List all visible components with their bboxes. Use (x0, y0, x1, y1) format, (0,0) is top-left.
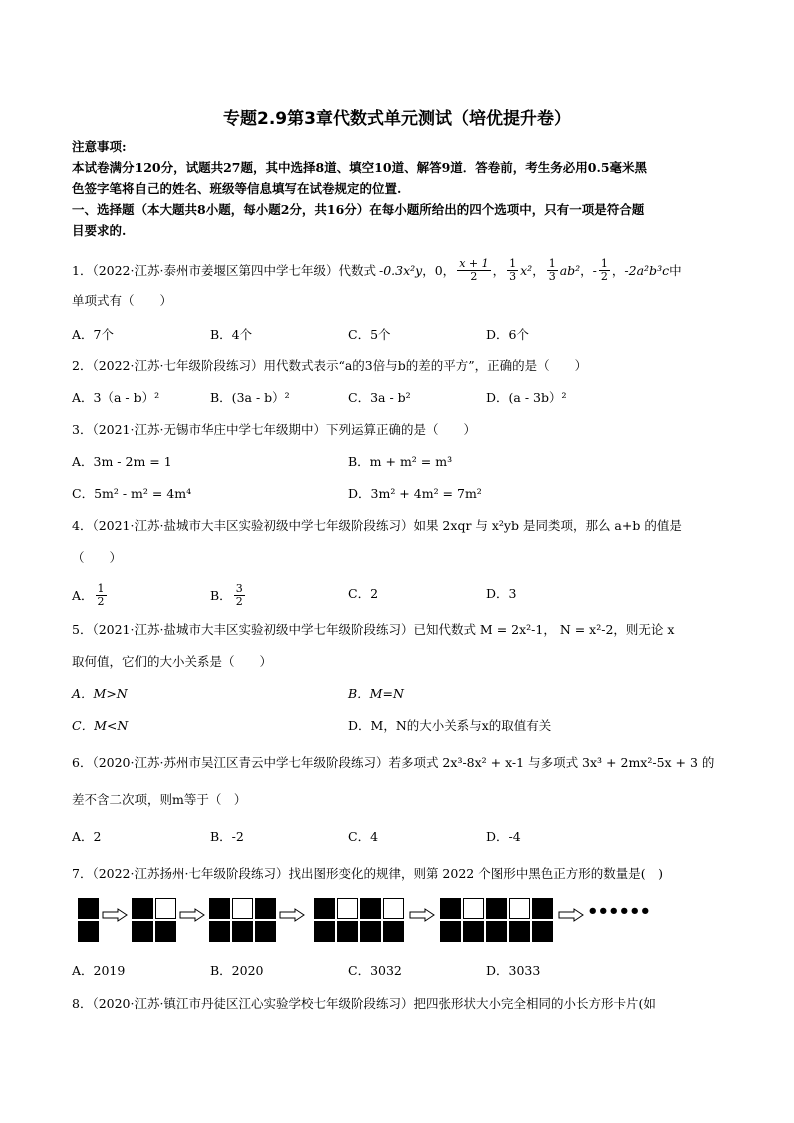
arrow-right-icon (558, 908, 584, 922)
black-square (232, 921, 253, 942)
q5-option-a[interactable]: A．M>N (72, 686, 128, 701)
white-square (155, 898, 176, 919)
q1-option-b[interactable]: B．4个 (210, 327, 253, 342)
expr-2: 0 (434, 262, 443, 278)
notes-line-1: 本试卷满分120分，试题共27题，其中选择8道、填空10道、解答9道．答卷前，考生务必用0.5毫米黑 (72, 160, 648, 175)
q5-option-b[interactable]: B．M=N (348, 686, 404, 701)
question-6-line-2: 差不含二次项，则m等于（ ） (72, 792, 247, 807)
q7-option-d[interactable]: D．3033 (486, 963, 541, 978)
expr-3-fraction: $\frac{x + 1}{2}$ (459, 257, 489, 283)
question-1-line-2: 单项式有（ ） (72, 293, 173, 308)
black-square (314, 898, 335, 919)
black-square (337, 921, 358, 942)
q7-option-a[interactable]: A．2019 (72, 963, 126, 978)
expr-6-fraction: $\frac{1}{2}$ (600, 257, 608, 283)
notes-heading: 注意事项: (72, 139, 127, 154)
section-heading-line-2: 目要求的. (72, 223, 127, 238)
black-square (463, 921, 484, 942)
question-1-stem: 1．（2022·江苏·泰州市姜堰区第四中学七年级）代数式 -0.3x²y ， 0 ， $\frac{x + 1}{2}$ ， $\frac{1}{3}$ x² ， $\frac{1}{3}$ ab² ，- $\frac{1}{2}$ ， -2a²b³c 中 (72, 257, 682, 283)
black-square (532, 921, 553, 942)
section-heading-line-1: 一、选择题（本大题共8小题，每小题2分，共16分）在每小题所给出的四个选项中，只有一项是符合题 (72, 202, 645, 217)
q4-option-d[interactable]: D．3 (486, 586, 517, 601)
black-square (209, 921, 230, 942)
expr-5-coefficient: $\frac{1}{3}$ (548, 257, 556, 283)
black-square (314, 921, 335, 942)
white-square (509, 898, 530, 919)
expr-5: ab² (559, 262, 581, 278)
white-square (383, 898, 404, 919)
q6-option-d[interactable]: D．-4 (486, 829, 521, 844)
q6-option-a[interactable]: A．2 (72, 829, 102, 844)
q5-option-c[interactable]: C．M<N (72, 718, 129, 733)
black-square (440, 921, 461, 942)
q3-option-b[interactable]: B．m + m² = m³ (348, 454, 453, 469)
black-square (132, 898, 153, 919)
black-square (155, 921, 176, 942)
expr-7: -2a²b³c (624, 262, 670, 278)
black-square (532, 898, 553, 919)
black-square (78, 921, 99, 942)
black-square (255, 921, 276, 942)
q3-option-a[interactable]: A．3m - 2m = 1 (72, 454, 172, 469)
black-square (360, 921, 381, 942)
q7-option-c[interactable]: C．3032 (348, 963, 402, 978)
q7-option-b[interactable]: B．2020 (210, 963, 264, 978)
white-square (463, 898, 484, 919)
arrow-right-icon (179, 908, 205, 922)
q3-option-d[interactable]: D．3m² + 4m² = 7m² (348, 486, 482, 501)
q5-option-d[interactable]: D．M，N的大小关系与x的取值有关 (348, 718, 552, 733)
question-6-stem: 6．（2020·江苏·苏州市吴江区青云中学七年级阶段练习）若多项式 2x³-8x² + x-1 与多项式 3x³ + 2mx²-5x + 3 的 (72, 755, 715, 770)
black-square (440, 898, 461, 919)
expr-1: -0.3x²y (378, 262, 423, 278)
question-7-stem: 7．（2022·江苏扬州·七年级阶段练习）找出图形变化的规律，则第 2022 个图形中黑色正方形的数量是( ) (72, 866, 663, 881)
q4-option-c[interactable]: C．2 (348, 586, 379, 601)
expr-4: x² (520, 262, 533, 278)
black-square (132, 921, 153, 942)
q2-option-d[interactable]: D．(a - 3b）² (486, 390, 567, 405)
black-square (486, 898, 507, 919)
question-4-stem: 4．（2021·江苏·盐城市大丰区实验初级中学七年级阶段练习）如果 2xqr 与 x²yb 是同类项，那么 a+b 的值是 (72, 518, 682, 533)
q1-option-a[interactable]: A．7个 (72, 327, 114, 342)
q2-option-b[interactable]: B．(3a - b）² (210, 390, 290, 405)
question-3-stem: 3．（2021·江苏·无锡市华庄中学七年级期中）下列运算正确的是（ ） (72, 422, 476, 437)
q1-option-d[interactable]: D．6个 (486, 327, 529, 342)
q2-option-c[interactable]: C．3a - b² (348, 390, 411, 405)
question-1-prefix: 1．（2022·江苏·泰州市姜堰区第四中学七年级）代数式 (72, 262, 376, 278)
q6-option-c[interactable]: C．4 (348, 829, 379, 844)
black-square (486, 921, 507, 942)
black-square (255, 898, 276, 919)
black-square (509, 921, 530, 942)
black-square (360, 898, 381, 919)
q4-option-b[interactable]: B． $\frac{3}{2}$ (210, 582, 243, 608)
continuation-dots: •••••• (587, 901, 651, 922)
q3-option-c[interactable]: C．5m² - m² = 4m⁴ (72, 486, 192, 501)
arrow-right-icon (409, 908, 435, 922)
white-square (232, 898, 253, 919)
question-2-stem: 2．（2022·江苏·七年级阶段练习）用代数式表示“a的3倍与b的差的平方”，正确的是（ ） (72, 358, 588, 373)
question-5-stem: 5．（2021·江苏·盐城市大丰区实验初级中学七年级阶段练习）已知代数式 M = 2x²-1， N = x²-2，则无论 x (72, 622, 675, 637)
expr-4-coefficient: $\frac{1}{3}$ (509, 257, 517, 283)
question-4-line-2: （ ） (72, 550, 123, 565)
q2-option-a[interactable]: A．3（a - b）² (72, 390, 160, 405)
square-pattern-figure (72, 892, 692, 948)
arrow-right-icon (279, 908, 305, 922)
notes-line-2: 色签字笔将自己的姓名、班级等信息填写在试卷规定的位置. (72, 181, 402, 196)
white-square (337, 898, 358, 919)
question-8-stem: 8．（2020·江苏·镇江市丹徒区江心实验学校七年级阶段练习）把四张形状大小完全相同的小长方形卡片(如 (72, 996, 656, 1011)
arrow-right-icon (102, 908, 128, 922)
black-square (78, 898, 99, 919)
black-square (383, 921, 404, 942)
q1-option-c[interactable]: C．5个 (348, 327, 391, 342)
q4-option-a[interactable]: A． $\frac{1}{2}$ (72, 582, 105, 608)
page-title: 专题2.9第3章代数式单元测试（培优提升卷） (223, 109, 571, 129)
black-square (209, 898, 230, 919)
question-5-line-2: 取何值，它们的大小关系是（ ） (72, 654, 273, 669)
q6-option-b[interactable]: B．-2 (210, 829, 244, 844)
